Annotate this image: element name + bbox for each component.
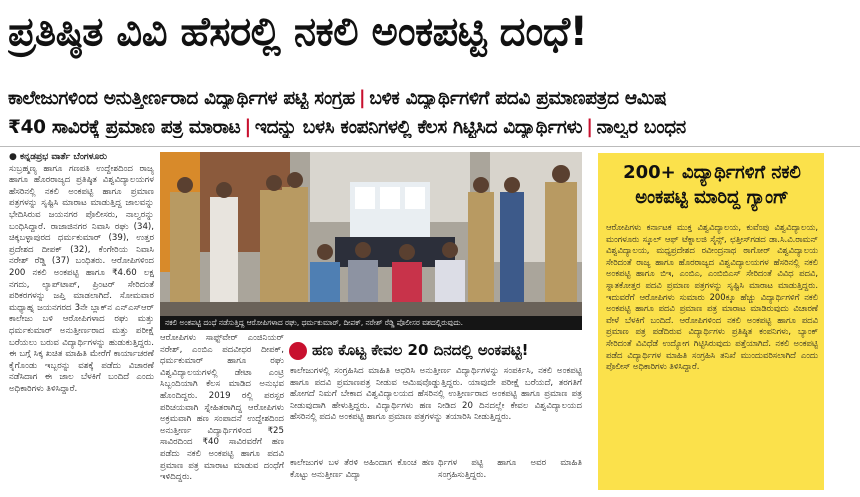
article-text: ಆರೋಪಿಗಳು ಸಾಫ್ಟ್‌ವೇರ್ ಎಂಜಿನಿಯರ್ ನರೇಶ್, ಎಂಬಿಎ ಪದವೀಧರ ದೀಪಕ್, ಧರ್ಮಕುಮಾರ್ ಹಾಗೂ ರಘು ವಿಶ್ವವಿದ್ಯಾಲಯಗಳಲ್ಲಿ ಡೇಟಾ ಎಂಟ್ರಿ ಸಿಬ್ಬಂದಿಯಾಗಿ ಕೆಲಸ ಮಾಡಿದ ಅನುಭವ ಹೊಂದಿದ್ದರು. 2019 ರಲ್ಲಿ ಪರಸ್ಪರ ಪರಿಚಯವಾಗಿ ಸ್ನೇಹಿತರಾಗಿದ್ದ ಆರೋಪಿಗಳು ಅಕ್ರಮವಾಗಿ ಹಣ ಸಂಪಾದನೆ ಉದ್ದೇಶದಿಂದ ಅನುತ್ತೀರ್ಣ ವಿದ್ಯಾರ್ಥಿಗಳಿಂದ ₹25 ಸಾವಿರದಿಂದ ₹40 ಸಾವಿರವರೆಗೆ ಹಣ ಪಡೆದು ನಕಲಿ ಅಂಕಪಟ್ಟಿ ಹಾಗೂ ಪದವಿ ಪ್ರಮಾಣ ಪತ್ರ ಮಾರಾಟ ಮಾಡುವ ದಂಧೆಗೆ ಇಳಿದಿದ್ದರು. <box>160 333 284 483</box>
subheadline-row-2 <box>8 117 854 138</box>
article-column-3b <box>438 458 582 492</box>
police-group-photo <box>160 152 582 329</box>
headline: ಪ್ರತಿಷ್ಠಿತ ವಿವಿ ಹೆಸರಲ್ಲಿ ನಕಲಿ ಅಂಕಪಟ್ಟಿ ದಂಧೆ! <box>8 9 588 55</box>
sidebar-text <box>606 222 818 488</box>
subhead-title: ಹಣ ಕೊಟ್ಟ ಕೇವಲ 20 ದಿನದಲ್ಲಿ ಅಂಕಪಟ್ಟಿ! <box>312 341 529 359</box>
subheadline-part: ಕಾಲೇಜುಗಳಿಂದ ಅನುತ್ತೀರ್ಣರಾದ ವಿದ್ಯಾರ್ಥಿಗಳ ಪಟ್ಟಿ ಸಂಗ್ರಹ <box>8 88 355 109</box>
photo-caption: ನಕಲಿ ಅಂಕಪಟ್ಟಿ ದಂಧೆ ನಡೆಸುತ್ತಿದ್ದ ಆರೋಪಿಗಳಾದ ರಘು, ಧರ್ಮಕುಮಾರ್, ದೀಪಕ್, ನರೇಶ್ ರೆಡ್ಡಿ ಪೊಲೀಸರ ವಶದಲ್ಲಿರುವುದು. <box>160 316 582 330</box>
article-text: ಸುಬ್ರಹ್ಮಣ್ಯ ಹಾಗೂ ಗಣಪತಿ ಉದ್ದೇಶದಿಂದ ರಾಜ್ಯ ಹಾಗೂ ಹೊರರಾಜ್ಯದ ಪ್ರತಿಷ್ಠಿತ ವಿಶ್ವವಿದ್ಯಾಲಯಗಳ ಹೆಸರಿನಲ್ಲಿ ನಕಲಿ ಅಂಕಪಟ್ಟಿ ಹಾಗೂ ಪ್ರಮಾಣ ಪತ್ರಗಳನ್ನು ಸೃಷ್ಟಿಸಿ ಮಾರಾಟ ಮಾಡುತ್ತಿದ್ದ ಜಾಲವನ್ನು ಭೇದಿಸಿರುವ ಜಯನಗರ ಪೊಲೀಸರು, ನಾಲ್ವರನ್ನು ಬಂಧಿಸಿದ್ದಾರೆ. ರಾಜಾಜಿನಗರ ನಿವಾಸಿ ರಘು (34), ಚಿಕ್ಕಬಳ್ಳಾಪುರದ ಧರ್ಮಕುಮಾರ್ (39), ಉತ್ತರ ಪ್ರದೇಶದ ದೀಪಕ್ (32), ಕೆಂಗೇರಿಯ ನಿವಾಸಿ ನರೇಶ್ ರೆಡ್ಡಿ (37) ಬಂಧಿತರು. ಆರೋಪಿಗಳಿಂದ 200 ನಕಲಿ ಅಂಕಪಟ್ಟಿ ಹಾಗೂ ₹4.60 ಲಕ್ಷ ನಗದು, ಲ್ಯಾಪ್‌ಟಾಪ್, ಪ್ರಿಂಟರ್ ಸೇರಿದಂತೆ ಪರಿಕರಗಳನ್ನು ಜಪ್ತಿ ಮಾಡಲಾಗಿದೆ. ಸೋಮವಾರ ಮಧ್ಯಾಹ್ನ ಜಯನಗರದ 3ನೇ ಬ್ಲಾಕ್‌ನ ಎನ್‌ಎಸ್‌ಆರ್ ಕಾಲೇಜು ಬಳಿ ಆರೋಪಿಗಳಾದ ರಘು ಮತ್ತು ಧರ್ಮಕುಮಾರ್ ಅನುತ್ತೀರ್ಣರಾದ ಮತ್ತು ಪರೀಕ್ಷೆ ಬರೆಯಲು ಬರುವ ವಿದ್ಯಾರ್ಥಿಗಳನ್ನು ಹುಡುಕುತ್ತಿದ್ದರು. ಈ ಬಗ್ಗೆ ಸಿಕ್ಕ ಖಚಿತ ಮಾಹಿತಿ ಮೇರೆಗೆ ಕಾರ್ಯಾಚರಣೆ ಕೈಗೊಂಡು ಇಬ್ಬರನ್ನು ವಶಕ್ಕೆ ಪಡೆದು ವಿಚಾರಣೆ ನಡೆಸಿದಾಗ ಈ ಜಾಲ ಬೆಳಕಿಗೆ ಬಂದಿದೆ ಎಂದು ಅಧಿಕಾರಿಗಳು ತಿಳಿಸಿದ್ದಾರೆ. <box>9 163 154 394</box>
subheadline-part: ನಾಲ್ವರ ಬಂಧನ <box>596 117 686 138</box>
subheadline-part: ಇದನ್ನು ಬಳಸಿ ಕಂಪನಿಗಳಲ್ಲಿ ಕೆಲಸ ಗಿಟ್ಟಿಸಿದ ವಿದ್ಯಾರ್ಥಿಗಳು <box>254 117 583 138</box>
subhead-article <box>290 366 582 456</box>
article-text: ರ್ಥಿಗಳ ಪಟ್ಟಿ ಹಾಗೂ ಅವರ ಮಾಹಿತಿ ಸಂಗ್ರಹಿಸುತ್ತಿದ್ದರು. <box>438 458 582 480</box>
article-text: ಕಾಲೇಜುಗಳಲ್ಲಿ ಸಂಗ್ರಹಿಸಿದ ಮಾಹಿತಿ ಆಧರಿಸಿ ಅನುತ್ತೀರ್ಣ ವಿದ್ಯಾರ್ಥಿಗಳನ್ನು ಸಂಪರ್ಕಿಸಿ, ನಕಲಿ ಅಂಕಪಟ್ಟಿ ಹಾಗೂ ಪದವಿ ಪ್ರಮಾಣಪತ್ರ ನೀಡುವ ಆಮಿಷವೊಡ್ಡುತ್ತಿದ್ದರು. ಯಾವುದೇ ಪರೀಕ್ಷೆ ಬರೆಯದೆ, ತರಗತಿಗೆ ಹೋಗದೆ ನಿಮಗೆ ಬೇಕಾದ ವಿಶ್ವವಿದ್ಯಾಲಯದ ಹೆಸರಿನಲ್ಲಿ ಉತ್ತೀರ್ಣರಾದ ಅಂಕಪಟ್ಟಿ ಹಾಗೂ ಪ್ರಮಾಣ ಪತ್ರ ನೀಡುವುದಾಗಿ ಹೇಳುತ್ತಿದ್ದರು. ವಿದ್ಯಾರ್ಥಿಗಳು ಹಣ ನೀಡಿದ 20 ದಿನದಲ್ಲೇ ಕೇವಲ ವಿಶ್ವವಿದ್ಯಾಲಯದ ಹೆಸರಿನಲ್ಲಿ ಪದವಿ ಅಂಕಪಟ್ಟಿ ಹಾಗೂ ಪ್ರಮಾಣ ಪತ್ರಗಳನ್ನು ತಯಾರಿಸಿ ನೀಡುತ್ತಿದ್ದರು. <box>290 366 582 423</box>
subheadline-part: ಬಳಿಕ ವಿದ್ಯಾರ್ಥಿಗಳಿಗೆ ಪದವಿ ಪ್ರಮಾಣಪತ್ರದ ಆಮಿಷ <box>369 88 667 109</box>
article-column-1 <box>9 152 154 492</box>
sidebar-title: 200+ ವಿದ್ಯಾರ್ಥಿಗಳಿಗೆ ನಕಲಿ ಅಂಕಪಟ್ಟಿ ಮಾರಿದ್ದ ಗ್ಯಾಂಗ್ <box>623 162 801 208</box>
divider <box>0 146 860 147</box>
article-text: ಆರೋಪಿಗಳು ಕರ್ನಾಟಕ ಮುಕ್ತ ವಿಶ್ವವಿದ್ಯಾಲಯ, ಕುವೆಂಪು ವಿಶ್ವವಿದ್ಯಾಲಯ, ಮಂಗಳೂರು ಸ್ಕೂಲ್ ಆಫ್ ಟೆಕ್ನಾಲಜಿ ಸೈನ್ಸ್, ಛತ್ತೀಸ್‌ಗಡದ ಡಾ.ಸಿ.ವಿ.ರಾಮನ್ ವಿಶ್ವವಿದ್ಯಾಲಯ, ಮಧ್ಯಪ್ರದೇಶದ ರವೀಂದ್ರನಾಥ ಠಾಗೋರ್ ವಿಶ್ವವಿದ್ಯಾಲಯ ಸೇರಿದಂತೆ ರಾಜ್ಯ ಹಾಗೂ ಹೊರರಾಜ್ಯದ ವಿಶ್ವವಿದ್ಯಾಲಯಗಳ ಹೆಸರಿನಲ್ಲಿ ನಕಲಿ ಅಂಕಪಟ್ಟಿ ಹಾಗೂ ಬಿಇ, ಎಂಬಿಎ, ಎಂಬಿಬಿಎಸ್ ಸೇರಿದಂತೆ ವಿವಿಧ ಪದವಿ, ಸ್ನಾತಕೋತ್ತರ ಪದವಿ ಪ್ರಮಾಣ ಪತ್ರಗಳನ್ನು ಸೃಷ್ಟಿಸಿ ಮಾರಾಟ ಮಾಡುತ್ತಿದ್ದರು. ಇದುವರೆಗೆ ಆರೋಪಿಗಳು ಸುಮಾರು 200ಕ್ಕೂ ಹೆಚ್ಚು ವಿದ್ಯಾರ್ಥಿಗಳಿಗೆ ನಕಲಿ ಅಂಕಪಟ್ಟಿ ಹಾಗೂ ಪದವಿ ಪ್ರಮಾಣ ಪತ್ರ ಮಾರಾಟ ಮಾಡಿರುವುದು ವಿಚಾರಣೆ ವೇಳೆ ಬೆಳಕಿಗೆ ಬಂದಿದೆ. ಆರೋಪಿಗಳಿಂದ ನಕಲಿ ಅಂಕಪಟ್ಟಿ ಹಾಗೂ ಪದವಿ ಪ್ರಮಾಣ ಪತ್ರ ಪಡೆದಿರುವ ವಿದ್ಯಾರ್ಥಿಗಳು ಪ್ರತಿಷ್ಠಿತ ಕಂಪನಿಗಳು, ಬ್ಯಾಂಕ್ ಸೇರಿದಂತೆ ವಿವಿಧೆಡೆ ಉದ್ಯೋಗ ಗಿಟ್ಟಿಸಿರುವುದು ಪತ್ತೆಯಾಗಿದೆ. ನಕಲಿ ಅಂಕಪಟ್ಟಿ ಪಡೆದ ವಿದ್ಯಾರ್ಥಿಗಳ ಮಾಹಿತಿ ಸಂಗ್ರಹಿಸಿ ತನಿಖೆ ಮುಂದುವರಿಸಲಾಗಿದೆ ಎಂದು ಪೊಲೀಸ್ ಅಧಿಕಾರಿಗಳು ತಿಳಿಸಿದ್ದಾರೆ. <box>606 222 818 372</box>
article-column-2 <box>160 333 284 491</box>
subhead-bullet-icon <box>289 342 307 360</box>
subheadline-part: ₹40 ಸಾವಿರಕ್ಕೆ ಪ್ರಮಾಣ ಪತ್ರ ಮಾರಾಟ <box>8 117 241 138</box>
news-photo <box>160 152 582 329</box>
separator: | <box>586 117 593 138</box>
article-column-3a <box>290 458 434 492</box>
separator: | <box>244 117 251 138</box>
subheadline-row-1 <box>8 88 854 109</box>
separator: | <box>358 88 366 109</box>
article-text: ಕಾಲೇಜುಗಳ ಬಳ ತೆರಳಿ ಅಹಿಂದಾಗ ಕೊಂಚ ಹಣ ಕೊಟ್ಟು ಅನುತ್ತೀರ್ಣ ವಿದ್ಯಾ <box>290 458 434 480</box>
byline: ● ಕನ್ನಡಪ್ರಭ ವಾರ್ತೆ ಬೆಂಗಳೂರು <box>9 152 107 162</box>
